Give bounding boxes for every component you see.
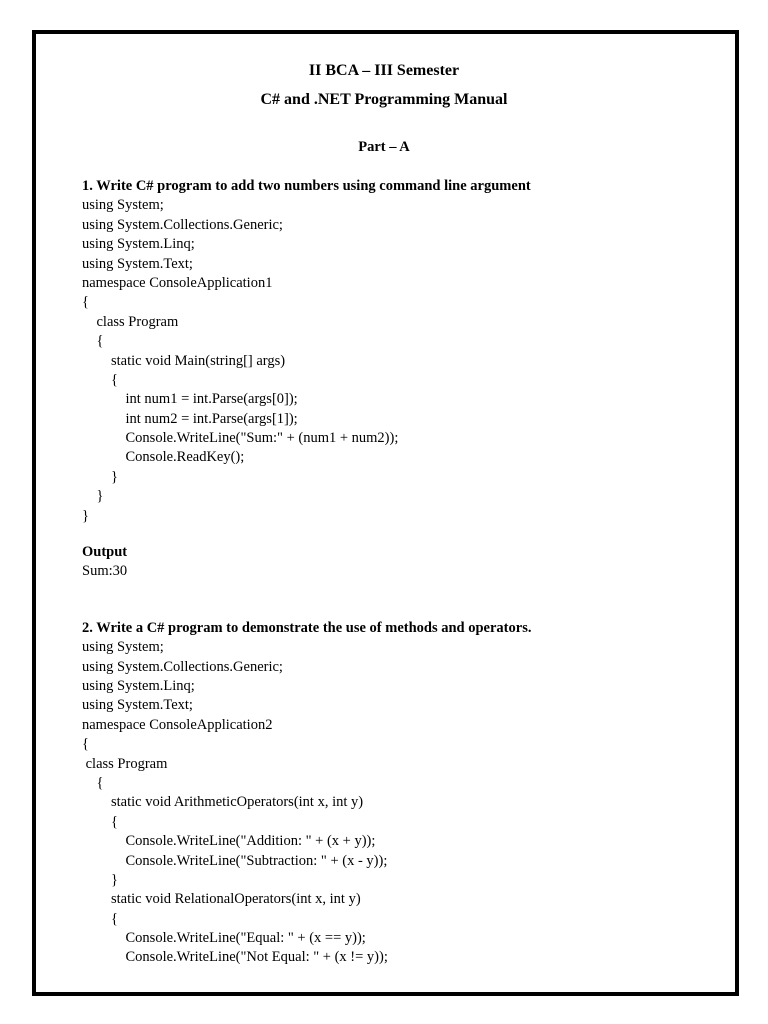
- code-line: using System;: [82, 197, 164, 214]
- code-line: Console.WriteLine("Sum:" + (num1 + num2));: [82, 430, 399, 447]
- code-line: class Program: [82, 755, 168, 772]
- code-line: using System.Text;: [82, 255, 193, 272]
- part-heading: Part – A: [358, 139, 410, 155]
- code-line: }: [82, 488, 104, 505]
- spacer: [82, 582, 722, 619]
- code-line: {: [82, 371, 118, 388]
- spacer: [82, 526, 722, 543]
- code-line: {: [82, 774, 104, 791]
- code-line: using System.Text;: [82, 697, 193, 714]
- program-2-code: [82, 638, 722, 968]
- code-line: {: [82, 813, 118, 830]
- code-line: {: [82, 736, 89, 753]
- code-line: {: [82, 294, 89, 311]
- document-title: II BCA – III Semester: [308, 62, 460, 79]
- code-line: class Program: [82, 313, 179, 330]
- code-line: using System.Collections.Generic;: [82, 216, 283, 233]
- code-line: namespace ConsoleApplication2: [82, 716, 273, 733]
- program-2-heading: 2. Write a C# program to demonstrate the use of methods and operators.: [82, 619, 532, 636]
- code-line: int num2 = int.Parse(args[1]);: [82, 410, 298, 427]
- output-value: Sum:30: [82, 563, 128, 580]
- program-1-heading: 1. Write C# program to add two numbers using command line argument: [82, 178, 531, 194]
- code-line: Console.ReadKey();: [82, 449, 245, 466]
- code-line: static void RelationalOperators(int x, int y): [82, 891, 361, 908]
- output-label: Output: [82, 544, 128, 561]
- code-line: Console.WriteLine("Equal: " + (x == y));: [82, 930, 366, 947]
- page-border-underline: [36, 992, 735, 993]
- code-line: namespace ConsoleApplication1: [82, 274, 273, 291]
- document-subtitle: C# and .NET Programming Manual: [260, 91, 508, 108]
- code-line: Console.WriteLine("Not Equal: " + (x != y));: [82, 949, 388, 966]
- code-line: }: [82, 468, 118, 485]
- code-line: int num1 = int.Parse(args[0]);: [82, 391, 298, 408]
- code-line: Console.WriteLine("Subtraction: " + (x - y));: [82, 852, 388, 869]
- code-line: using System.Linq;: [82, 677, 195, 694]
- code-line: using System.Collections.Generic;: [82, 658, 283, 675]
- code-line: {: [82, 910, 118, 927]
- code-line: static void Main(string[] args): [82, 352, 286, 369]
- code-line: using System;: [82, 639, 164, 656]
- program-1-code: [82, 196, 722, 526]
- code-line: Console.WriteLine("Addition: " + (x + y));: [82, 833, 376, 850]
- code-line: {: [82, 333, 104, 350]
- code-line: using System.Linq;: [82, 236, 195, 253]
- code-line: }: [82, 871, 118, 888]
- document-content: [82, 177, 722, 968]
- code-line: static void ArithmeticOperators(int x, int y): [82, 794, 364, 811]
- code-line: }: [82, 507, 89, 524]
